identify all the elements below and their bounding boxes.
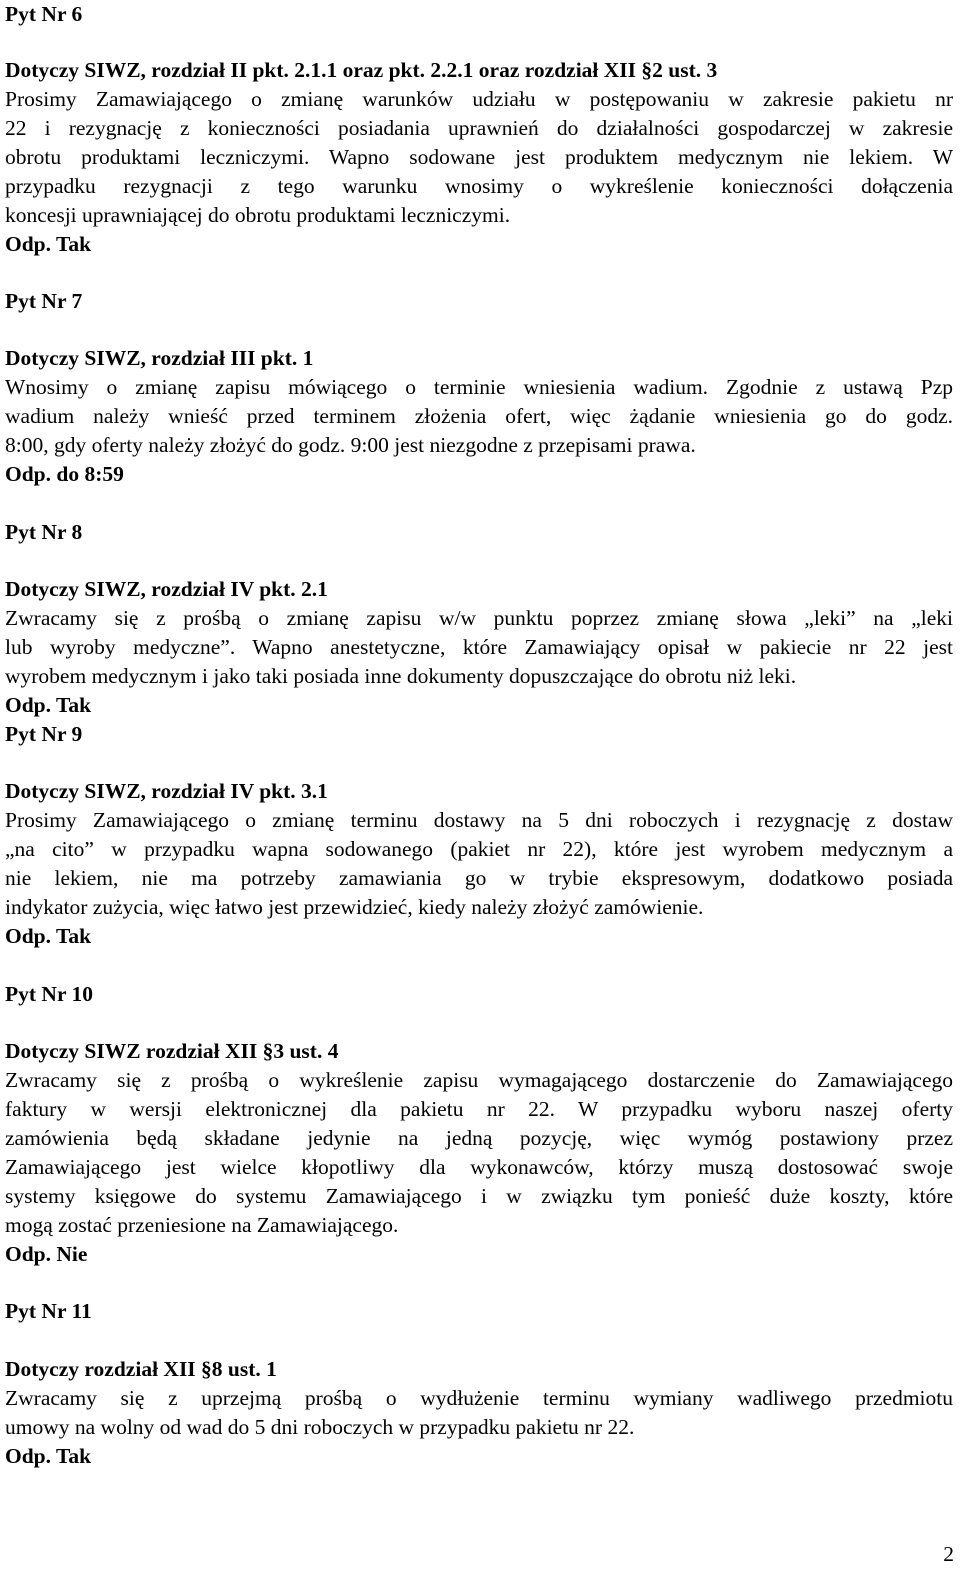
answer: Odp. Tak bbox=[5, 924, 92, 948]
question-body-line: Prosimy Zamawiającego o zmianę warunków udziału w postępowaniu w zakresie pakietu nr bbox=[5, 87, 953, 111]
question-body-line: zamówienia będą składane jedynie na jedną pozycję, więc wymóg postawiony przez bbox=[5, 1126, 953, 1150]
question-body-line: Zamawiającego jest wielce kłopotliwy dla wykonawców, którzy muszą dostosować swoje bbox=[5, 1155, 953, 1179]
question-heading: Pyt Nr 11 bbox=[5, 1299, 92, 1323]
question-body-line: Zwracamy się z uprzejmą prośbą o wydłużenie terminu wymiany wadliwego przedmiotu bbox=[5, 1386, 953, 1410]
question-reference: Dotyczy rozdział XII §8 ust. 1 bbox=[5, 1357, 277, 1381]
question-body-line: systemy księgowe do systemu Zamawiającego i w związku tym ponieść duże koszty, które bbox=[5, 1184, 953, 1208]
question-heading: Pyt Nr 6 bbox=[5, 2, 83, 26]
question-reference: Dotyczy SIWZ, rozdział III pkt. 1 bbox=[5, 346, 314, 370]
question-body-line: koncesji uprawniającej do obrotu produktami leczniczymi. bbox=[5, 203, 511, 227]
question-heading: Pyt Nr 7 bbox=[5, 289, 83, 313]
answer: Odp. Tak bbox=[5, 232, 92, 256]
question-heading: Pyt Nr 10 bbox=[5, 982, 93, 1006]
answer: Odp. Tak bbox=[5, 693, 92, 717]
question-body-line: obrotu produktami leczniczymi. Wapno sodowane jest produktem medycznym nie lekiem. W bbox=[5, 145, 953, 169]
question-body-line: Zwracamy się z prośbą o wykreślenie zapisu wymagającego dostarczenie do Zamawiającego bbox=[5, 1068, 953, 1092]
question-body-line: wadium należy wnieść przed terminem złożenia ofert, więc żądanie wniesienia go do godz. bbox=[5, 404, 953, 428]
question-body-line: faktury w wersji elektronicznej dla pakietu nr 22. W przypadku wyboru naszej oferty bbox=[5, 1097, 953, 1121]
question-body-line: „na cito” w przypadku wapna sodowanego (pakiet nr 22), które jest wyrobem medycznym a bbox=[5, 837, 953, 861]
question-body-line: Prosimy Zamawiającego o zmianę terminu dostawy na 5 dni roboczych i rezygnację z dostaw bbox=[5, 808, 953, 832]
question-body-line: indykator zużycia, więc łatwo jest przewidzieć, kiedy należy złożyć zamówienie. bbox=[5, 895, 704, 919]
question-reference: Dotyczy SIWZ, rozdział IV pkt. 3.1 bbox=[5, 779, 328, 803]
question-body-line: umowy na wolny od wad do 5 dni roboczych w przypadku pakietu nr 22. bbox=[5, 1415, 635, 1439]
question-body-line: Wnosimy o zmianę zapisu mówiącego o terminie wniesienia wadium. Zgodnie z ustawą Pzp bbox=[5, 375, 953, 399]
answer: Odp. Tak bbox=[5, 1444, 92, 1468]
question-body-line: lub wyroby medyczne”. Wapno anestetyczne, które Zamawiający opisał w pakiecie nr 22 jest bbox=[5, 635, 953, 659]
question-body-line: przypadku rezygnacji z tego warunku wnosimy o wykreślenie konieczności dołączenia bbox=[5, 174, 953, 198]
question-body-line: Zwracamy się z prośbą o zmianę zapisu w/w punktu poprzez zmianę słowa „leki” na „leki bbox=[5, 606, 953, 630]
question-body-line: 8:00, gdy oferty należy złożyć do godz. 9:00 jest niezgodne z przepisami prawa. bbox=[5, 433, 696, 457]
page-number: 2 bbox=[943, 1542, 954, 1566]
question-body-line: nie lekiem, nie ma potrzeby zamawiania go w trybie ekspresowym, dodatkowo posiada bbox=[5, 866, 953, 890]
question-reference: Dotyczy SIWZ rozdział XII §3 ust. 4 bbox=[5, 1039, 339, 1063]
question-reference: Dotyczy SIWZ, rozdział II pkt. 2.1.1 oraz pkt. 2.2.1 oraz rozdział XII §2 ust. 3 bbox=[5, 58, 718, 82]
question-heading: Pyt Nr 8 bbox=[5, 520, 83, 544]
question-heading: Pyt Nr 9 bbox=[5, 722, 83, 746]
question-body-line: mogą zostać przeniesione na Zamawiającego. bbox=[5, 1213, 399, 1237]
answer: Odp. Nie bbox=[5, 1242, 88, 1266]
question-body-line: wyrobem medycznym i jako taki posiada inne dokumenty dopuszczające do obrotu niż leki. bbox=[5, 664, 797, 688]
answer: Odp. do 8:59 bbox=[5, 462, 124, 486]
question-body-line: 22 i rezygnację z konieczności posiadania uprawnień do działalności gospodarczej w zakresie bbox=[5, 116, 953, 140]
question-reference: Dotyczy SIWZ, rozdział IV pkt. 2.1 bbox=[5, 577, 328, 601]
